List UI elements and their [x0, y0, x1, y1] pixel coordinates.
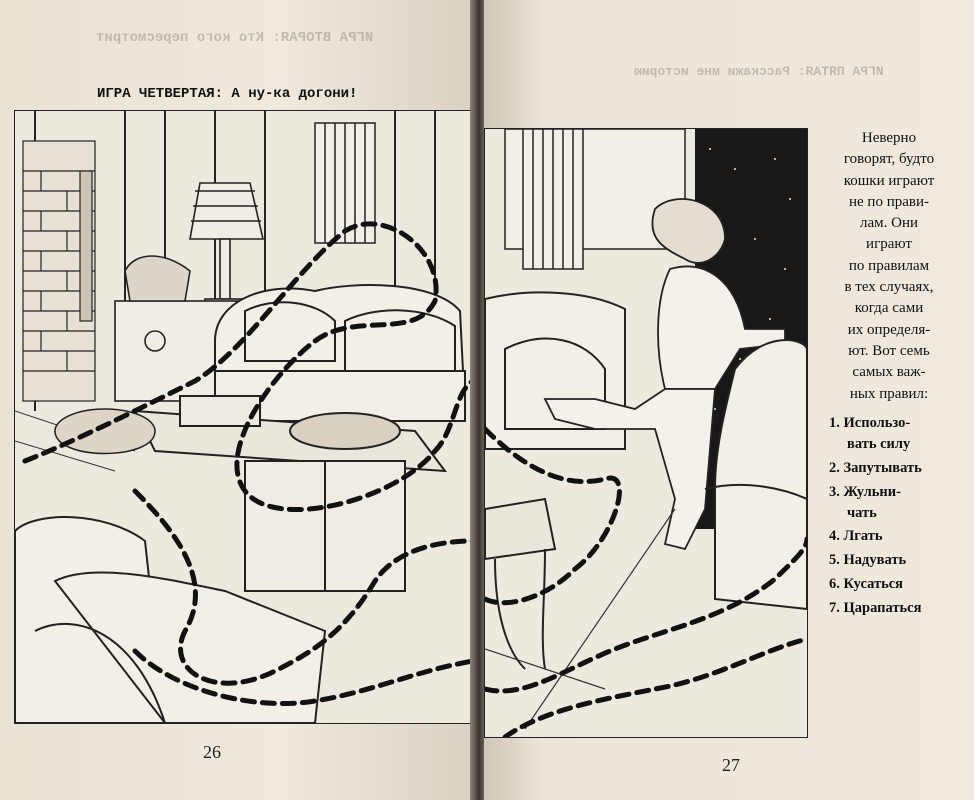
intro-line: когда сами: [854, 300, 924, 317]
intro-line: по правилам: [848, 257, 930, 274]
intro-line: в тех случаях,: [844, 279, 934, 296]
rule-number: 2.: [829, 460, 840, 476]
intro-line: играют: [866, 236, 912, 253]
rule-item: [829, 600, 921, 617]
rule-text: чать: [847, 505, 877, 521]
rule-text: Кусаться: [843, 576, 904, 592]
living-room-illustration-right: [484, 128, 808, 738]
rule-number: 1.: [829, 415, 840, 431]
rule-item: [829, 576, 903, 593]
right-page-number: 27: [722, 755, 740, 775]
intro-line: не по прави-: [848, 193, 929, 210]
left-page-number: 26: [203, 742, 221, 762]
rule-item: [829, 460, 922, 477]
intro-line: лам. Они: [859, 215, 919, 232]
rule-number: 6.: [829, 576, 840, 592]
rule-text: Запутывать: [843, 460, 922, 476]
rule-text: Жульни-: [843, 484, 901, 500]
right-page: [484, 0, 974, 800]
left-page-heading: ИГРА ЧЕТВЕРТАЯ: А ну-ка догони!: [97, 86, 358, 102]
intro-line: ют. Вот семь: [848, 342, 930, 359]
left-page: [0, 0, 476, 800]
left-ghost-heading: ИГРА ВТОРАЯ: Кто кого пересмотрит: [96, 30, 374, 46]
rule-text: Использо-: [843, 415, 911, 431]
rule-item-continuation: [847, 505, 877, 522]
rule-item-continuation: [847, 436, 910, 453]
rule-text: Лгать: [843, 528, 883, 544]
intro-line: самых важ-: [852, 364, 926, 381]
intro-paragraph: [814, 128, 964, 405]
intro-line: Неверно: [861, 130, 917, 146]
rule-item: [829, 528, 883, 545]
living-room-illustration-left: [14, 110, 474, 724]
rule-text: Царапаться: [843, 600, 922, 616]
right-ghost-heading: ИГРА ПЯТАЯ: Расскажи мне историю: [634, 64, 884, 79]
intro-line: их определя-: [847, 321, 931, 338]
rule-item: [829, 552, 906, 569]
rule-number: 7.: [829, 600, 840, 616]
rule-number: 3.: [829, 484, 840, 500]
rule-text: вать силу: [847, 436, 911, 452]
intro-line: говорят, будто: [843, 151, 935, 168]
rule-text: Надувать: [843, 552, 907, 568]
rule-number: 4.: [829, 528, 840, 544]
intro-line: ных правил:: [849, 385, 929, 402]
rules-list: [829, 415, 969, 615]
rule-item: [829, 415, 910, 432]
rule-item: [829, 484, 901, 501]
intro-line: кошки играют: [843, 172, 935, 189]
rule-number: 5.: [829, 552, 840, 568]
